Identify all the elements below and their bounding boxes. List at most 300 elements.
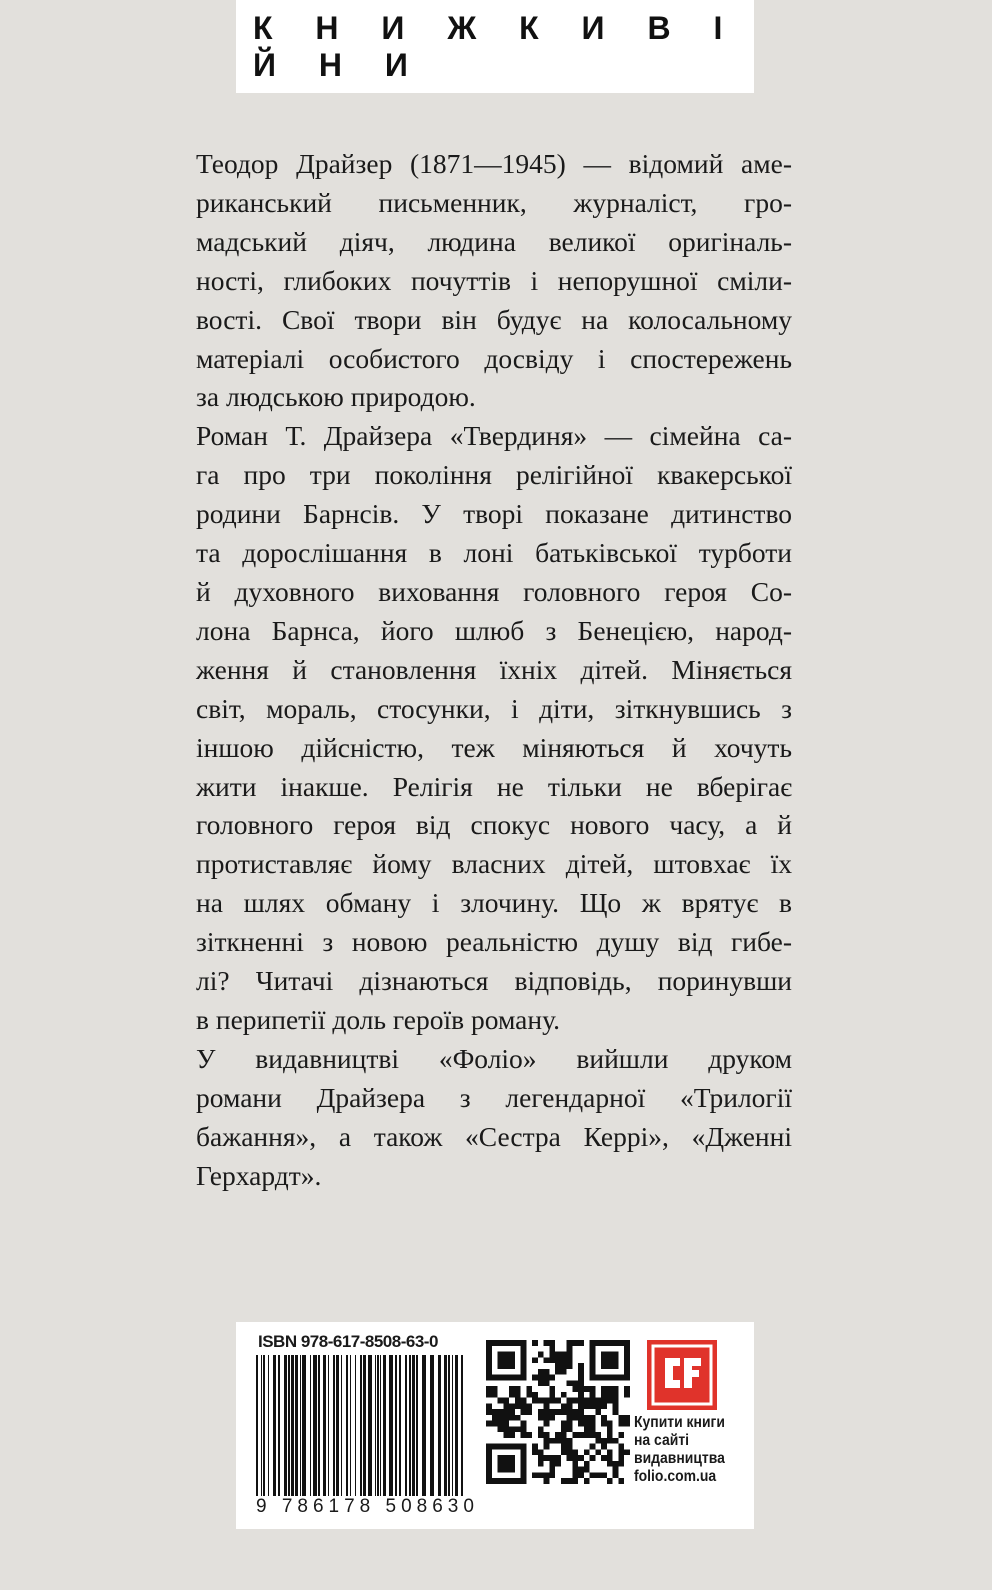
- barcode-bar: [380, 1355, 381, 1505]
- qr-module: [561, 1369, 567, 1375]
- qr-module: [492, 1392, 498, 1398]
- qr-module: [613, 1409, 619, 1415]
- qr-module: [567, 1478, 573, 1484]
- qr-module: [526, 1386, 532, 1392]
- text-line: романи Драйзера з легендарної «Трилогії: [196, 1081, 792, 1113]
- qr-module: [549, 1340, 555, 1346]
- qr-module: [555, 1369, 561, 1375]
- barcode-bar: [363, 1355, 366, 1505]
- qr-module: [544, 1438, 550, 1444]
- qr-module: [567, 1403, 573, 1409]
- paragraph: [196, 1040, 792, 1196]
- text-line: ження й становлення їхніх дітей. Міняється: [196, 653, 792, 685]
- qr-module: [503, 1403, 509, 1409]
- qr-module: [613, 1392, 619, 1398]
- qr-module: [503, 1409, 509, 1415]
- qr-module: [549, 1357, 555, 1363]
- qr-module: [584, 1421, 590, 1427]
- qr-module: [521, 1421, 527, 1427]
- qr-module: [618, 1478, 624, 1484]
- qr-module: [509, 1386, 515, 1392]
- qr-module: [515, 1426, 521, 1432]
- qr-module: [590, 1426, 596, 1432]
- qr-module: [509, 1426, 515, 1432]
- paragraph: [196, 417, 792, 1040]
- qr-module: [584, 1426, 590, 1432]
- qr-module: [595, 1432, 601, 1438]
- qr-module: [509, 1409, 515, 1415]
- buy-line: видавництва: [634, 1450, 725, 1467]
- qr-module: [555, 1455, 561, 1461]
- barcode-bar: [455, 1355, 458, 1505]
- qr-module: [498, 1455, 515, 1472]
- paragraph: [196, 145, 792, 417]
- barcode-bar: [405, 1355, 407, 1505]
- qr-module: [618, 1415, 624, 1421]
- qr-module: [572, 1472, 578, 1478]
- barcode-bar: [375, 1355, 376, 1505]
- text-line: Герхардт».: [196, 1159, 322, 1191]
- qr-module: [613, 1467, 619, 1473]
- qr-module: [544, 1478, 550, 1484]
- text-line: мадський діяч, людина великої оригіналь-: [196, 225, 792, 257]
- qr-module: [567, 1409, 573, 1415]
- qr-module: [601, 1438, 607, 1444]
- qr-module: [584, 1461, 590, 1467]
- qr-module: [567, 1455, 573, 1461]
- qr-module: [572, 1449, 578, 1455]
- qr-module: [555, 1398, 561, 1404]
- qr-module: [607, 1432, 613, 1438]
- qr-module: [544, 1375, 550, 1381]
- qr-module: [601, 1392, 607, 1398]
- qr-module: [590, 1444, 596, 1450]
- qr-module: [503, 1426, 509, 1432]
- qr-module: [555, 1352, 561, 1358]
- qr-module: [538, 1432, 544, 1438]
- qr-module: [561, 1444, 567, 1450]
- barcode-bar: [399, 1355, 401, 1505]
- qr-module: [590, 1472, 596, 1478]
- qr-module: [492, 1409, 498, 1415]
- qr-module: [515, 1398, 521, 1404]
- barcode-bar: [377, 1355, 379, 1505]
- qr-module: [549, 1415, 555, 1421]
- qr-module: [590, 1403, 596, 1409]
- qr-module: [590, 1455, 596, 1461]
- barcode-bar: [368, 1355, 372, 1505]
- barcode-bar: [261, 1355, 262, 1505]
- barcode-bar: [416, 1355, 418, 1505]
- barcode-bar: [333, 1355, 335, 1505]
- qr-module: [578, 1363, 584, 1369]
- qr-module: [624, 1415, 630, 1421]
- qr-module: [584, 1398, 590, 1404]
- buy-online-text: [634, 1414, 725, 1486]
- qr-module: [503, 1421, 509, 1427]
- qr-module: [607, 1455, 613, 1461]
- qr-module: [607, 1421, 613, 1427]
- qr-module: [578, 1380, 584, 1386]
- qr-module: [601, 1455, 607, 1461]
- barcode-bar: [323, 1355, 326, 1505]
- barcode-bar: [389, 1355, 393, 1505]
- qr-module: [624, 1386, 630, 1392]
- text-line: га про три покоління релігійної квакерської: [196, 459, 792, 491]
- qr-module: [498, 1398, 504, 1404]
- qr-module: [618, 1421, 624, 1427]
- qr-module: [555, 1363, 561, 1369]
- qr-module: [549, 1375, 555, 1381]
- qr-module: [607, 1426, 613, 1432]
- qr-module: [584, 1467, 590, 1473]
- qr-module: [578, 1392, 584, 1398]
- qr-module: [549, 1455, 555, 1461]
- barcode-bar: [341, 1355, 342, 1505]
- qr-module: [532, 1398, 538, 1404]
- qr-module: [538, 1455, 544, 1461]
- qr-module: [613, 1403, 619, 1409]
- qr-module: [578, 1432, 584, 1438]
- qr-module: [578, 1340, 584, 1346]
- qr-module: [532, 1340, 538, 1346]
- qr-module: [624, 1392, 630, 1398]
- series-title: К Н И Ж К И В І Й Н И: [253, 9, 740, 83]
- qr-module: [595, 1438, 601, 1444]
- qr-module: [567, 1363, 573, 1369]
- qr-module: [584, 1478, 590, 1484]
- qr-module: [618, 1432, 624, 1438]
- qr-module: [618, 1449, 624, 1455]
- text-line: зіткненні з новою реальністю душу від гибе-: [196, 926, 792, 958]
- text-line: матеріалі особистого досвіду і спостережень: [196, 342, 792, 374]
- qr-module: [486, 1386, 492, 1392]
- qr-module: [532, 1449, 538, 1455]
- qr-module: [572, 1386, 578, 1392]
- qr-module: [544, 1369, 550, 1375]
- qr-module: [590, 1392, 596, 1398]
- qr-module: [595, 1403, 601, 1409]
- qr-module: [578, 1403, 584, 1409]
- qr-module: [544, 1357, 550, 1363]
- qr-module: [509, 1415, 515, 1421]
- qr-module: [544, 1444, 550, 1450]
- qr-module: [498, 1415, 504, 1421]
- text-line: іншою дійсністю, теж міняються й хочуть: [196, 731, 792, 763]
- text-line: лі? Читачі дізнаються відповідь, поринувши: [196, 965, 792, 997]
- qr-module: [561, 1409, 567, 1415]
- qr-module: [578, 1415, 584, 1421]
- text-line: головного героя від спокус нового часу, а й: [196, 809, 792, 841]
- qr-module: [521, 1426, 527, 1432]
- text-line: жити інакше. Релігія не тільки не вберігає: [196, 770, 792, 802]
- qr-module: [561, 1432, 567, 1438]
- qr-module: [590, 1415, 596, 1421]
- qr-module: [486, 1403, 492, 1409]
- qr-module: [509, 1432, 515, 1438]
- qr-module: [590, 1398, 596, 1404]
- qr-module: [590, 1386, 596, 1392]
- barcode-bar: [313, 1355, 317, 1505]
- qr-module: [584, 1449, 590, 1455]
- qr-module: [607, 1398, 613, 1404]
- qr-module: [526, 1392, 532, 1398]
- buy-line: Купити книги: [634, 1414, 725, 1431]
- qr-module: [521, 1409, 527, 1415]
- qr-module: [595, 1449, 601, 1455]
- qr-module: [572, 1340, 578, 1346]
- qr-module: [613, 1461, 619, 1467]
- barcode-bar: [328, 1355, 329, 1505]
- qr-module: [601, 1421, 607, 1427]
- text-line: ності, глибоких почуттів і непорушної сміли-: [196, 264, 792, 296]
- qr-module: [572, 1461, 578, 1467]
- qr-module: [549, 1352, 555, 1358]
- qr-module: [555, 1438, 561, 1444]
- qr-module: [601, 1444, 607, 1450]
- qr-module: [555, 1357, 561, 1363]
- qr-module: [492, 1415, 498, 1421]
- barcode-panel: [236, 1322, 754, 1529]
- qr-module: [538, 1352, 544, 1358]
- qr-module: [555, 1461, 561, 1467]
- qr-module: [503, 1432, 509, 1438]
- qr-module: [567, 1346, 573, 1352]
- qr-module: [549, 1346, 555, 1352]
- qr-module: [503, 1398, 509, 1404]
- qr-module: [601, 1398, 607, 1404]
- qr-module: [578, 1369, 584, 1375]
- barcode-bar: [288, 1355, 290, 1505]
- qr-module: [601, 1352, 618, 1369]
- qr-module: [555, 1432, 561, 1438]
- qr-module: [618, 1461, 624, 1467]
- qr-module: [521, 1398, 527, 1404]
- barcode-bar: [422, 1355, 426, 1505]
- barcode-bar: [263, 1355, 265, 1505]
- barcode-bar: [256, 1355, 258, 1505]
- qr-module: [567, 1380, 573, 1386]
- qr-module: [515, 1392, 521, 1398]
- qr-module: [515, 1415, 521, 1421]
- qr-module: [526, 1403, 532, 1409]
- qr-module: [544, 1455, 550, 1461]
- qr-module: [532, 1357, 538, 1363]
- qr-module: [624, 1421, 630, 1427]
- qr-module: [572, 1455, 578, 1461]
- qr-module: [549, 1409, 555, 1415]
- qr-module: [561, 1403, 567, 1409]
- qr-module: [607, 1386, 613, 1392]
- qr-module: [498, 1352, 515, 1369]
- qr-module: [578, 1409, 584, 1415]
- qr-module: [567, 1426, 573, 1432]
- qr-module: [561, 1352, 567, 1358]
- barcode-bar: [452, 1355, 453, 1505]
- qr-module: [549, 1392, 555, 1398]
- qr-module: [492, 1421, 498, 1427]
- qr-module: [601, 1386, 607, 1392]
- isbn: ISBN 978-617-8508-63-0: [258, 1332, 438, 1351]
- buy-line: на сайті: [634, 1432, 690, 1449]
- qr-module: [544, 1403, 550, 1409]
- barcode-bar: [438, 1355, 441, 1505]
- qr-module: [538, 1375, 544, 1381]
- text-line: вості. Свої твори він будує на колосальному: [196, 303, 792, 335]
- barcode-bar: [268, 1355, 269, 1505]
- qr-module: [538, 1380, 544, 1386]
- qr-module: [613, 1438, 619, 1444]
- qr-module: [538, 1369, 544, 1375]
- series-header: [236, 0, 754, 93]
- barcode-bar: [360, 1355, 362, 1505]
- qr-module: [532, 1444, 538, 1450]
- text-line: світ, мораль, стосунки, і діти, зіткнувшись з: [196, 692, 792, 724]
- text-line: риканський письменник, журналіст, гро-: [196, 186, 792, 218]
- qr-module: [486, 1392, 492, 1398]
- barcode-bar: [300, 1355, 301, 1505]
- text-line: на шлях обману і злочину. Що ж врятує в: [196, 887, 792, 919]
- text-line: та дорослішання в лоні батьківської турботи: [196, 537, 792, 569]
- qr-module: [498, 1409, 504, 1415]
- qr-module: [578, 1455, 584, 1461]
- qr-module: [584, 1386, 590, 1392]
- text-line: й духовного виховання головного героя Со-: [196, 575, 792, 607]
- barcode: [256, 1355, 468, 1505]
- barcode-bar: [291, 1355, 294, 1505]
- barcode-bar: [355, 1355, 356, 1505]
- qr-module: [526, 1409, 532, 1415]
- qr-module: [578, 1467, 584, 1473]
- qr-module: [618, 1455, 624, 1461]
- qr-module: [538, 1409, 544, 1415]
- qr-module: [618, 1444, 624, 1450]
- qr-code[interactable]: [486, 1340, 630, 1484]
- text-line: Теодор Драйзер (1871—1945) — відомий аме-: [196, 148, 792, 179]
- qr-module: [521, 1432, 527, 1438]
- qr-module: [561, 1438, 567, 1444]
- qr-module: [567, 1415, 573, 1421]
- qr-module: [509, 1403, 515, 1409]
- qr-module: [544, 1421, 550, 1427]
- text-line: лона Барнса, його шлюб з Бенецією, народ-: [196, 614, 792, 646]
- barcode-bar: [336, 1355, 339, 1505]
- qr-module: [503, 1415, 509, 1421]
- barcode-bar: [346, 1355, 348, 1505]
- qr-module: [578, 1421, 584, 1427]
- text-line: родини Барнсів. У творі показане дитинство: [196, 498, 792, 530]
- qr-module: [572, 1432, 578, 1438]
- qr-module: [567, 1340, 573, 1346]
- qr-module: [567, 1444, 573, 1450]
- barcode-bar: [430, 1355, 434, 1505]
- qr-module: [624, 1449, 630, 1455]
- barcode-bar: [383, 1355, 386, 1505]
- qr-module: [526, 1432, 532, 1438]
- barcode-bar: [395, 1355, 397, 1505]
- qr-module: [561, 1426, 567, 1432]
- qr-module: [561, 1449, 567, 1455]
- qr-module: [532, 1392, 538, 1398]
- qr-module: [561, 1392, 567, 1398]
- qr-module: [572, 1478, 578, 1484]
- qr-module: [544, 1398, 550, 1404]
- qr-module: [538, 1449, 544, 1455]
- qr-module: [578, 1398, 584, 1404]
- qr-module: [607, 1478, 613, 1484]
- qr-module: [613, 1398, 619, 1404]
- qr-module: [561, 1363, 567, 1369]
- qr-module: [567, 1357, 573, 1363]
- publisher-logo-icon: [647, 1340, 717, 1410]
- qr-module: [567, 1449, 573, 1455]
- qr-module: [595, 1398, 601, 1404]
- qr-module: [572, 1409, 578, 1415]
- qr-module: [584, 1403, 590, 1409]
- qr-module: [498, 1426, 504, 1432]
- qr-module: [561, 1421, 567, 1427]
- qr-module: [561, 1357, 567, 1363]
- barcode-bar: [284, 1355, 287, 1505]
- qr-module: [572, 1380, 578, 1386]
- text-line: бажання», а також «Сестра Керрі», «Дженні: [196, 1120, 792, 1152]
- barcode-bar: [310, 1355, 311, 1505]
- qr-module: [590, 1421, 596, 1427]
- qr-module: [572, 1398, 578, 1404]
- qr-module: [584, 1432, 590, 1438]
- barcode-bar: [318, 1355, 320, 1505]
- qr-module: [578, 1386, 584, 1392]
- qr-module: [567, 1398, 573, 1404]
- text-line: Роман Т. Драйзера «Твердиня» — сімейна са-: [196, 420, 792, 452]
- qr-module: [521, 1403, 527, 1409]
- qr-module: [544, 1409, 550, 1415]
- annotation-text: [196, 145, 792, 1195]
- qr-module: [538, 1472, 544, 1478]
- text-line: У видавництві «Фоліо» вийшли друком: [196, 1042, 792, 1074]
- qr-module: [549, 1467, 555, 1473]
- qr-module: [538, 1426, 544, 1432]
- text-line: в перипетії доль героїв роману.: [196, 1003, 560, 1035]
- qr-module: [549, 1438, 555, 1444]
- qr-module: [601, 1472, 607, 1478]
- qr-module: [607, 1461, 613, 1467]
- qr-module: [567, 1438, 573, 1444]
- qr-module: [544, 1380, 550, 1386]
- qr-module: [515, 1403, 521, 1409]
- qr-module: [544, 1340, 550, 1346]
- qr-module: [544, 1432, 550, 1438]
- qr-module: [607, 1449, 613, 1455]
- qr-module: [555, 1409, 561, 1415]
- website-link[interactable]: folio.com.ua: [634, 1468, 717, 1485]
- barcode-bar: [273, 1355, 276, 1505]
- qr-module: [613, 1472, 619, 1478]
- qr-module: [486, 1421, 492, 1427]
- barcode-bar: [461, 1355, 463, 1505]
- qr-module: [549, 1461, 555, 1467]
- barcode-bar: [278, 1355, 280, 1505]
- qr-module: [595, 1472, 601, 1478]
- qr-module: [515, 1386, 521, 1392]
- qr-module: [549, 1472, 555, 1478]
- qr-module: [578, 1375, 584, 1381]
- qr-module: [567, 1352, 573, 1358]
- qr-module: [538, 1398, 544, 1404]
- barcode-bar: [448, 1355, 450, 1505]
- barcode-bar: [412, 1355, 415, 1505]
- qr-module: [509, 1392, 515, 1398]
